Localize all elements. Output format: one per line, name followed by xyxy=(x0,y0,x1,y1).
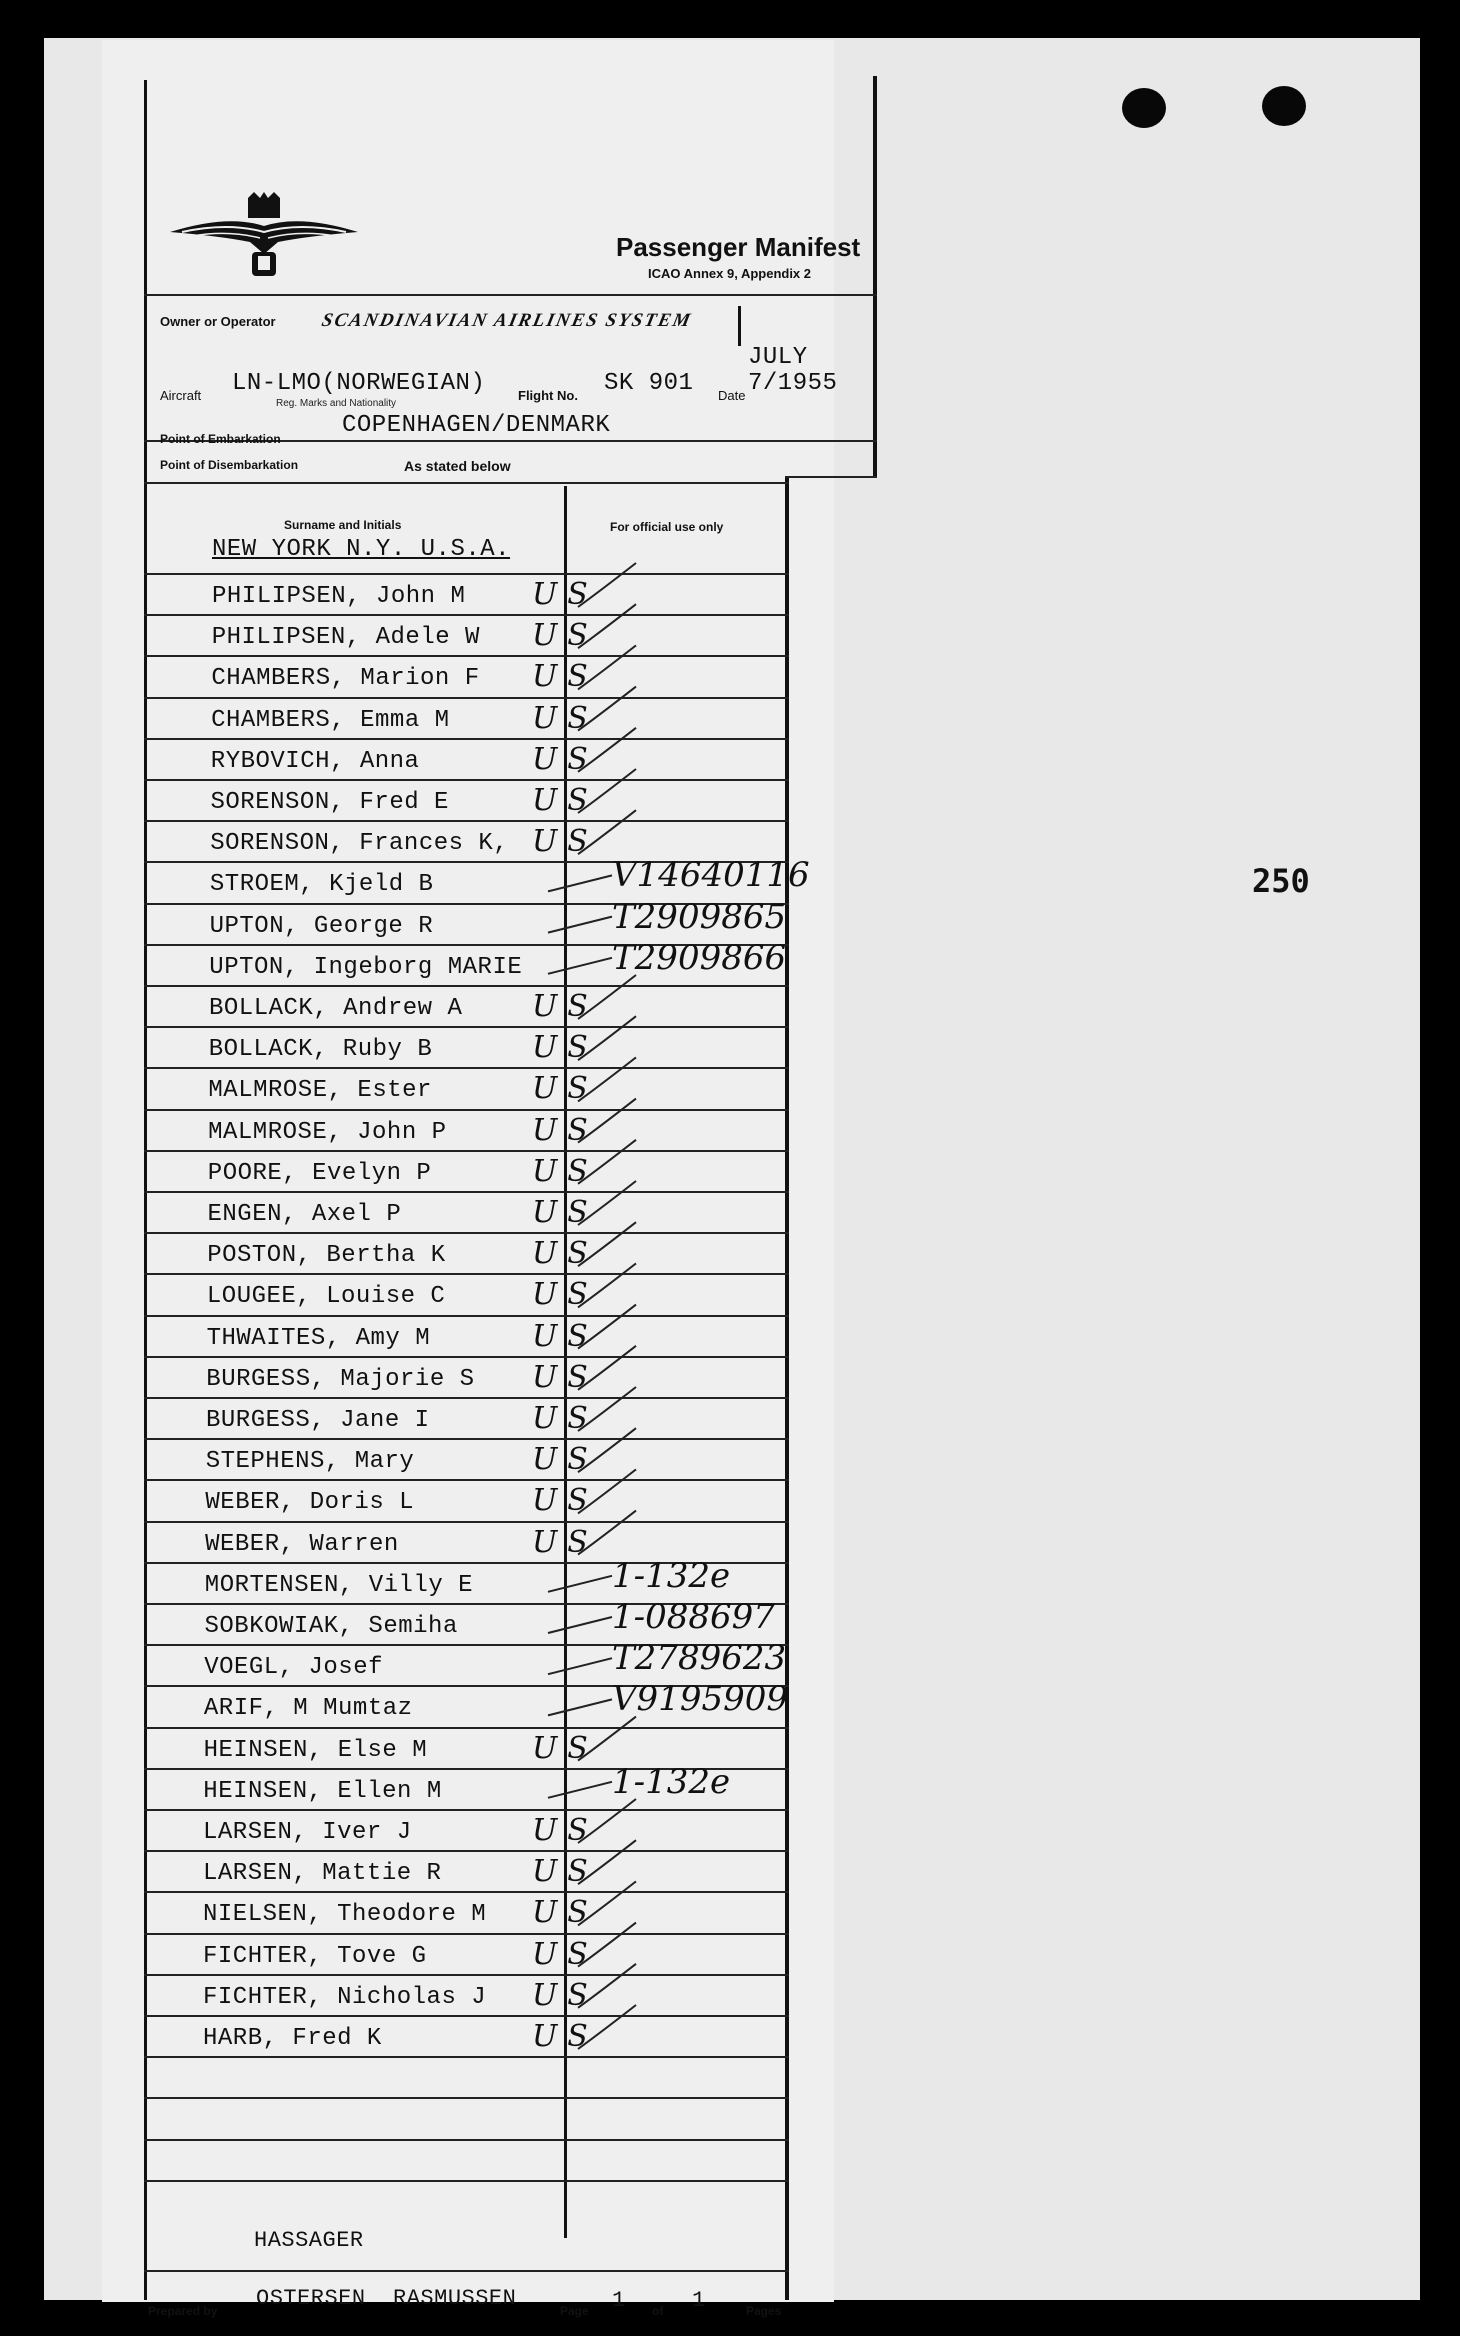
aircraft-label: Aircraft xyxy=(160,388,202,403)
row-rule xyxy=(144,1315,789,1317)
passenger-name: STROEM, Kjeld B xyxy=(209,871,434,898)
passenger-name: MALMROSE, Ester xyxy=(208,1077,432,1104)
official-mark: T2909865 xyxy=(612,897,787,937)
embarkation-value: COPENHAGEN/DENMARK xyxy=(342,412,611,439)
form-right-border-top xyxy=(873,76,877,478)
row-rule xyxy=(144,1191,789,1193)
page-value: 1 xyxy=(612,2288,626,2313)
passenger-name: RYBOVICH, Anna xyxy=(210,748,420,775)
row-rule xyxy=(144,1933,789,1935)
passenger-name: HEINSEN, Ellen M xyxy=(203,1778,442,1805)
official-mark: US xyxy=(532,1525,598,1560)
reg-marks-note: Reg. Marks and Nationality xyxy=(276,398,397,409)
official-mark: US xyxy=(532,1813,598,1848)
flight-value: SK 901 xyxy=(604,370,694,397)
official-mark: US xyxy=(532,989,598,1024)
passenger-name: FICHTER, Tove G xyxy=(203,1943,427,1970)
official-mark: US xyxy=(532,1895,598,1930)
row-rule xyxy=(144,1109,789,1111)
passenger-name: POORE, Evelyn P xyxy=(207,1160,432,1187)
official-mark: US xyxy=(532,1442,598,1477)
passenger-name: PHILIPSEN, John M xyxy=(212,583,466,610)
disembarkation-label: Point of Disembarkation xyxy=(160,458,299,472)
official-mark: V14640116 xyxy=(612,855,810,895)
document-subtitle: ICAO Annex 9, Appendix 2 xyxy=(648,266,812,281)
row-rule xyxy=(144,2139,789,2141)
passenger-name: MALMROSE, John P xyxy=(208,1119,447,1146)
official-mark: T2909866 xyxy=(612,938,787,978)
passenger-name: ARIF, M Mumtaz xyxy=(203,1695,413,1722)
destination-heading: NEW YORK N.Y. U.S.A. xyxy=(212,536,511,563)
official-mark: 1-088697 xyxy=(612,1597,775,1637)
official-mark: US xyxy=(532,1360,598,1395)
passenger-name: BURGESS, Jane I xyxy=(206,1407,430,1434)
aircraft-value: LN-LMO(NORWEGIAN) xyxy=(232,370,486,397)
row-rule xyxy=(144,1273,789,1275)
pages-label: Pages xyxy=(746,2304,782,2318)
page-label: Page xyxy=(560,2304,589,2318)
row-rule xyxy=(144,2180,789,2182)
row-rule xyxy=(144,1150,789,1152)
embarkation-label: Point of Embarkation xyxy=(160,432,281,446)
passenger-name: BOLLACK, Ruby B xyxy=(208,1036,433,1063)
passenger-name: MORTENSEN, Villy E xyxy=(204,1572,474,1599)
official-mark: US xyxy=(532,2019,598,2054)
header-rule xyxy=(144,294,877,296)
official-mark: US xyxy=(532,1401,598,1436)
form-right-border xyxy=(785,476,789,2300)
official-mark: US xyxy=(532,1854,598,1889)
official-mark: V9195909 xyxy=(612,1679,788,1719)
disembarkation-value: As stated below xyxy=(404,458,511,474)
passenger-name: ENGEN, Axel P xyxy=(207,1201,402,1228)
row-rule xyxy=(144,2097,789,2099)
passenger-name: HARB, Fred K xyxy=(203,2025,382,2052)
official-mark: US xyxy=(532,577,598,612)
row-rule xyxy=(144,614,789,616)
passenger-name: SORENSON, Frances K, xyxy=(210,830,509,857)
row-rule xyxy=(144,1850,789,1852)
official-mark: US xyxy=(532,659,598,694)
official-mark: US xyxy=(532,1483,598,1518)
row-rule xyxy=(144,820,789,822)
row-rule xyxy=(144,655,789,657)
passenger-name: WEBER, Warren xyxy=(205,1531,399,1558)
prepared-by-line-1: HASSAGER xyxy=(254,2228,364,2253)
passenger-name: BURGESS, Majorie S xyxy=(206,1366,475,1393)
passenger-name: LOUGEE, Louise C xyxy=(206,1283,446,1310)
row-rule xyxy=(144,1727,789,1729)
passenger-name: LARSEN, Iver J xyxy=(203,1819,412,1846)
airline-logo-icon xyxy=(168,192,360,280)
passenger-name: HEINSEN, Else M xyxy=(203,1737,428,1764)
official-mark: US xyxy=(532,1030,598,1065)
row-rule xyxy=(144,738,789,740)
row-rule xyxy=(144,1809,789,1811)
row-rule xyxy=(144,1479,789,1481)
official-mark: US xyxy=(532,1978,598,2013)
stamped-number: 250 xyxy=(1252,862,1310,900)
passenger-name: SOBKOWIAK, Semiha xyxy=(204,1613,458,1640)
operator-name: SCANDINAVIAN AIRLINES SYSTEM xyxy=(319,310,694,331)
row-rule xyxy=(144,1067,789,1069)
passenger-name: UPTON, George R xyxy=(209,913,434,940)
date-label: Date xyxy=(718,388,746,403)
row-rule xyxy=(144,573,789,575)
of-value: 1 xyxy=(692,2288,706,2313)
official-mark: US xyxy=(532,1319,598,1354)
official-mark: US xyxy=(532,1937,598,1972)
row-rule xyxy=(144,1026,789,1028)
official-mark: 1-132e xyxy=(612,1556,731,1596)
passenger-name: WEBER, Doris L xyxy=(205,1489,415,1516)
passenger-name: NIELSEN, Theodore M xyxy=(203,1901,487,1928)
of-label: of xyxy=(652,2304,664,2318)
passenger-name: THWAITES, Amy M xyxy=(206,1325,431,1352)
row-rule xyxy=(144,697,789,699)
passenger-name: VOEGL, Josef xyxy=(204,1654,384,1681)
passenger-name: LARSEN, Mattie R xyxy=(203,1860,442,1887)
row-rule xyxy=(144,1521,789,1523)
row-rule xyxy=(144,985,789,987)
form-left-border xyxy=(144,80,147,2300)
row-rule xyxy=(144,1397,789,1399)
passenger-name: UPTON, Ingeborg MARIE xyxy=(209,954,523,981)
official-mark: US xyxy=(532,1071,598,1106)
punch-hole xyxy=(1262,86,1306,126)
form-step-line xyxy=(785,476,877,478)
row-rule xyxy=(144,779,789,781)
passenger-name: STEPHENS, Mary xyxy=(205,1448,415,1475)
punch-hole xyxy=(1122,88,1166,128)
passenger-name: FICHTER, Nicholas J xyxy=(203,1984,487,2011)
official-mark: US xyxy=(532,701,598,736)
official-mark: US xyxy=(532,783,598,818)
official-mark: US xyxy=(532,1731,598,1766)
passenger-name: SORENSON, Fred E xyxy=(210,789,449,816)
official-mark: US xyxy=(532,618,598,653)
row-rule xyxy=(144,1974,789,1976)
official-mark: US xyxy=(532,742,598,777)
date-value: 7/1955 xyxy=(748,370,838,397)
flight-label: Flight No. xyxy=(518,388,578,403)
prepared-by-label: Prepared by xyxy=(148,2304,218,2318)
row-rule xyxy=(144,2015,789,2017)
date-month: JULY xyxy=(748,344,808,371)
official-mark: US xyxy=(532,1154,598,1189)
official-mark: US xyxy=(532,1277,598,1312)
row-rule xyxy=(144,1438,789,1440)
column-header-names: Surname and Initials xyxy=(284,518,402,532)
passenger-name: CHAMBERS, Marion F xyxy=(211,665,480,692)
passenger-name: PHILIPSEN, Adele W xyxy=(211,624,480,651)
row-rule xyxy=(144,1232,789,1234)
official-mark: US xyxy=(532,1113,598,1148)
row-rule xyxy=(144,1891,789,1893)
passenger-name: CHAMBERS, Emma M xyxy=(211,707,450,734)
footer-rule xyxy=(144,2270,789,2272)
column-header-official: For official use only xyxy=(610,520,724,534)
official-mark: US xyxy=(532,1195,598,1230)
passenger-name: BOLLACK, Andrew A xyxy=(209,995,463,1022)
official-mark: US xyxy=(532,1236,598,1271)
official-mark: US xyxy=(532,824,598,859)
document-title: Passenger Manifest xyxy=(616,232,861,262)
pen-stroke xyxy=(738,306,741,346)
row-rule xyxy=(144,1356,789,1358)
header-rule xyxy=(144,482,789,484)
official-mark: 1-132e xyxy=(612,1762,731,1802)
prepared-by-line-2: OSTERSEN RASMUSSEN xyxy=(256,2286,517,2311)
owner-label: Owner or Operator xyxy=(160,314,276,329)
row-rule xyxy=(144,2056,789,2058)
official-mark: T2789623 xyxy=(612,1638,787,1678)
passenger-name: POSTON, Bertha K xyxy=(207,1242,446,1269)
